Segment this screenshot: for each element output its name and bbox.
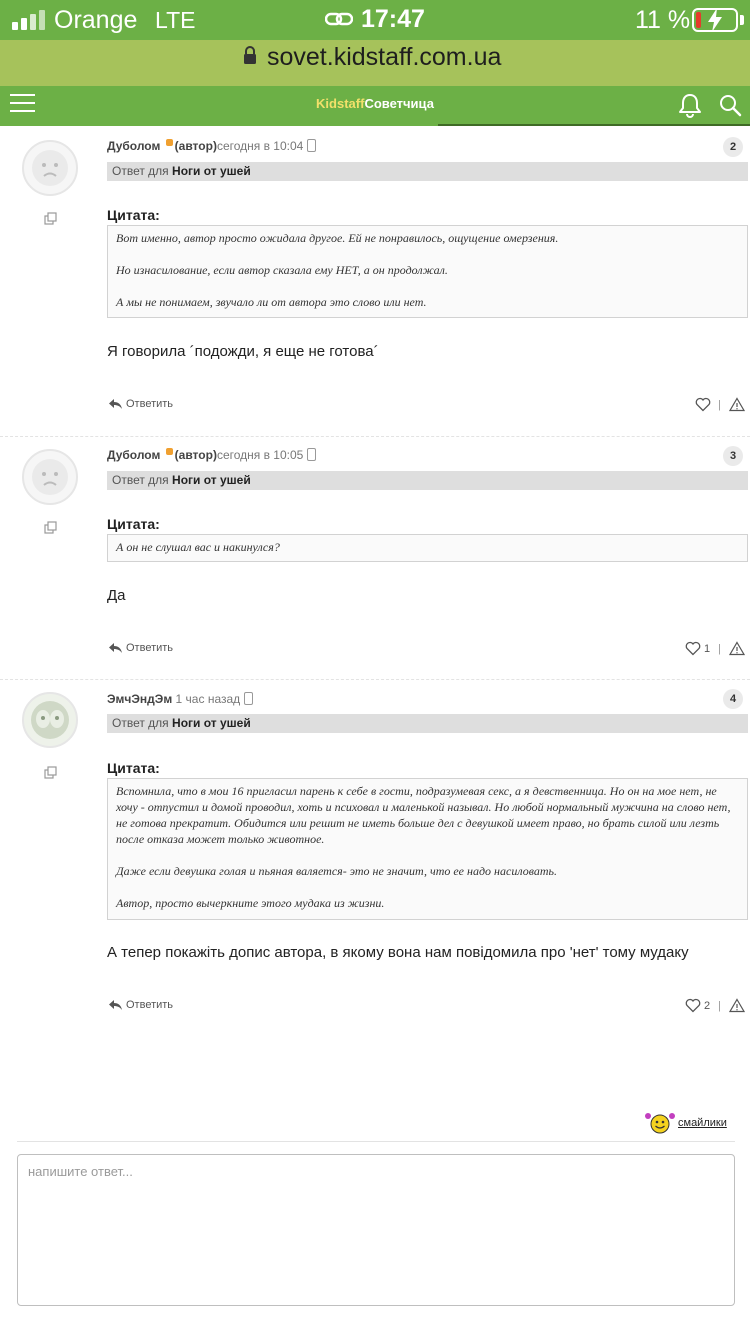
avatar[interactable] [22,449,78,505]
heart-icon[interactable] [695,397,711,412]
quote-label: Цитата: [107,760,160,776]
warning-icon[interactable] [729,397,745,412]
avatar[interactable] [22,140,78,196]
link-icon [325,8,353,30]
network-type: LTE [155,7,196,33]
quote-label: Цитата: [107,207,160,223]
reply-button[interactable] [108,398,173,410]
reply-to-user[interactable]: Ноги от ушей [172,473,251,487]
quote-paragraph: Даже если девушка голая и пьяная валяется- это не значит, что ее надо насиловать. [116,864,557,878]
post-time: сегодня в 10:04 [216,139,304,153]
avatar-face-icon [24,142,76,194]
post-actions [680,397,750,415]
post-body: Я говорила ´подожди, я еще не готова´ [107,343,379,360]
reply-to-bar [107,471,748,490]
post-number[interactable]: 2 [723,137,743,157]
reply-to-prefix: Ответ для [112,716,169,730]
battery-cap [740,15,744,25]
copy-icon[interactable] [44,521,58,535]
post [0,126,750,436]
reply-to-bar [107,162,748,181]
avatar[interactable] [22,692,78,748]
action-separator: | [718,399,721,411]
author-badge [166,139,173,146]
quote-paragraph: Вспомнила, что в мои 16 пригласил парень к себе в гости, подразумевая секс, а я девственница. Но он на мое нет, не хочу - отпустил и домой проводил, хоть и психовал и маленькой называл. Но любой нормальный мужчина на слово нет, не готова прекратит. Обидится или решит не иметь больше дел с девушкой имеет право, но брать силой или лезть после отказа может только животное. [116,784,731,846]
carrier-name: Orange [54,6,138,34]
reply-to-bar [107,714,748,733]
post-author[interactable]: Дуболом [107,448,161,462]
site-logo[interactable] [0,96,750,111]
post-role: (автор) [174,139,217,153]
quote-paragraph: А он не слушал вас и накинулся? [116,540,280,554]
reply-label: Ответить [126,398,174,410]
action-separator: | [718,1000,721,1012]
post-author[interactable]: Дуболом [107,139,161,153]
reply-to-prefix: Ответ для [112,473,169,487]
lock-icon [243,45,257,65]
quote-label: Цитата: [107,516,160,532]
site-header [0,86,750,126]
clock: 17:47 [361,5,425,33]
reply-label: Ответить [126,999,174,1011]
reply-button[interactable] [108,999,173,1011]
quote-block [107,225,748,318]
mobile-icon [307,448,316,461]
status-bar [0,0,750,40]
smileys-link[interactable] [644,1111,744,1135]
post-body: А тепер покажіть допис автора, в якому вона нам повідомила про 'нет' тому мудаку [107,944,689,961]
action-separator: | [718,643,721,655]
quote-paragraph: Но изнасилование, если автор сказала ему НЕТ, а он продолжал. [116,263,448,277]
post [0,679,750,1059]
quote-paragraph: Вот именно, автор просто ожидала другое. Ей не понравилось, ощущение омерзения. [116,231,559,245]
charging-bolt-icon [705,7,725,33]
copy-icon[interactable] [44,766,58,780]
post-header [107,139,316,153]
bell-icon[interactable] [678,92,702,118]
battery-percent: 11 % [635,6,691,34]
post-time: сегодня в 10:05 [216,448,304,462]
reply-divider [17,1141,735,1142]
mobile-icon [307,139,316,152]
signal-icon [12,10,45,30]
reply-arrow-icon [108,642,123,654]
heart-icon[interactable] [685,641,701,656]
post-actions [680,998,750,1016]
logo-part-sovetchitsa: Советчица [364,96,434,111]
answer-input[interactable] [17,1154,735,1306]
reply-label: Ответить [126,642,174,654]
post [0,436,750,679]
post-time: 1 час назад [175,692,241,706]
post-header [107,692,253,706]
post-role: (автор) [174,448,217,462]
like-count: 2 [704,1000,711,1012]
post-header [107,448,316,462]
logo-part-kidstaff: Kidstaff [316,96,365,111]
smileys-label: смайлики [678,1117,727,1129]
reply-to-prefix: Ответ для [112,164,169,178]
post-number[interactable]: 4 [723,689,743,709]
quote-block [107,534,748,562]
reply-arrow-icon [108,999,123,1011]
avatar-candy-icon [24,694,76,746]
url-bar[interactable] [0,40,750,86]
search-icon[interactable] [718,93,742,117]
author-badge [166,448,173,455]
reply-to-user[interactable]: Ноги от ушей [172,716,251,730]
like-count: 1 [704,643,711,655]
post-actions [680,641,750,659]
reply-to-user[interactable]: Ноги от ушей [172,164,251,178]
quote-paragraph: Автор, просто вычеркните этого мудака из жизни. [116,896,385,910]
reply-arrow-icon [108,398,123,410]
warning-icon[interactable] [729,641,745,656]
smiley-icon [644,1111,676,1135]
post-author[interactable]: ЭмчЭндЭм [107,692,173,706]
post-body: Да [107,587,126,604]
warning-icon[interactable] [729,998,745,1013]
post-number[interactable]: 3 [723,446,743,466]
mobile-icon [244,692,253,705]
url-text[interactable]: sovet.kidstaff.com.ua [267,43,502,71]
quote-paragraph: А мы не понимаем, звучало ли от автора это слово или нет. [116,295,427,309]
heart-icon[interactable] [685,998,701,1013]
quote-block [107,778,748,920]
copy-icon[interactable] [44,212,58,226]
reply-button[interactable] [108,642,173,654]
avatar-face-icon [24,451,76,503]
